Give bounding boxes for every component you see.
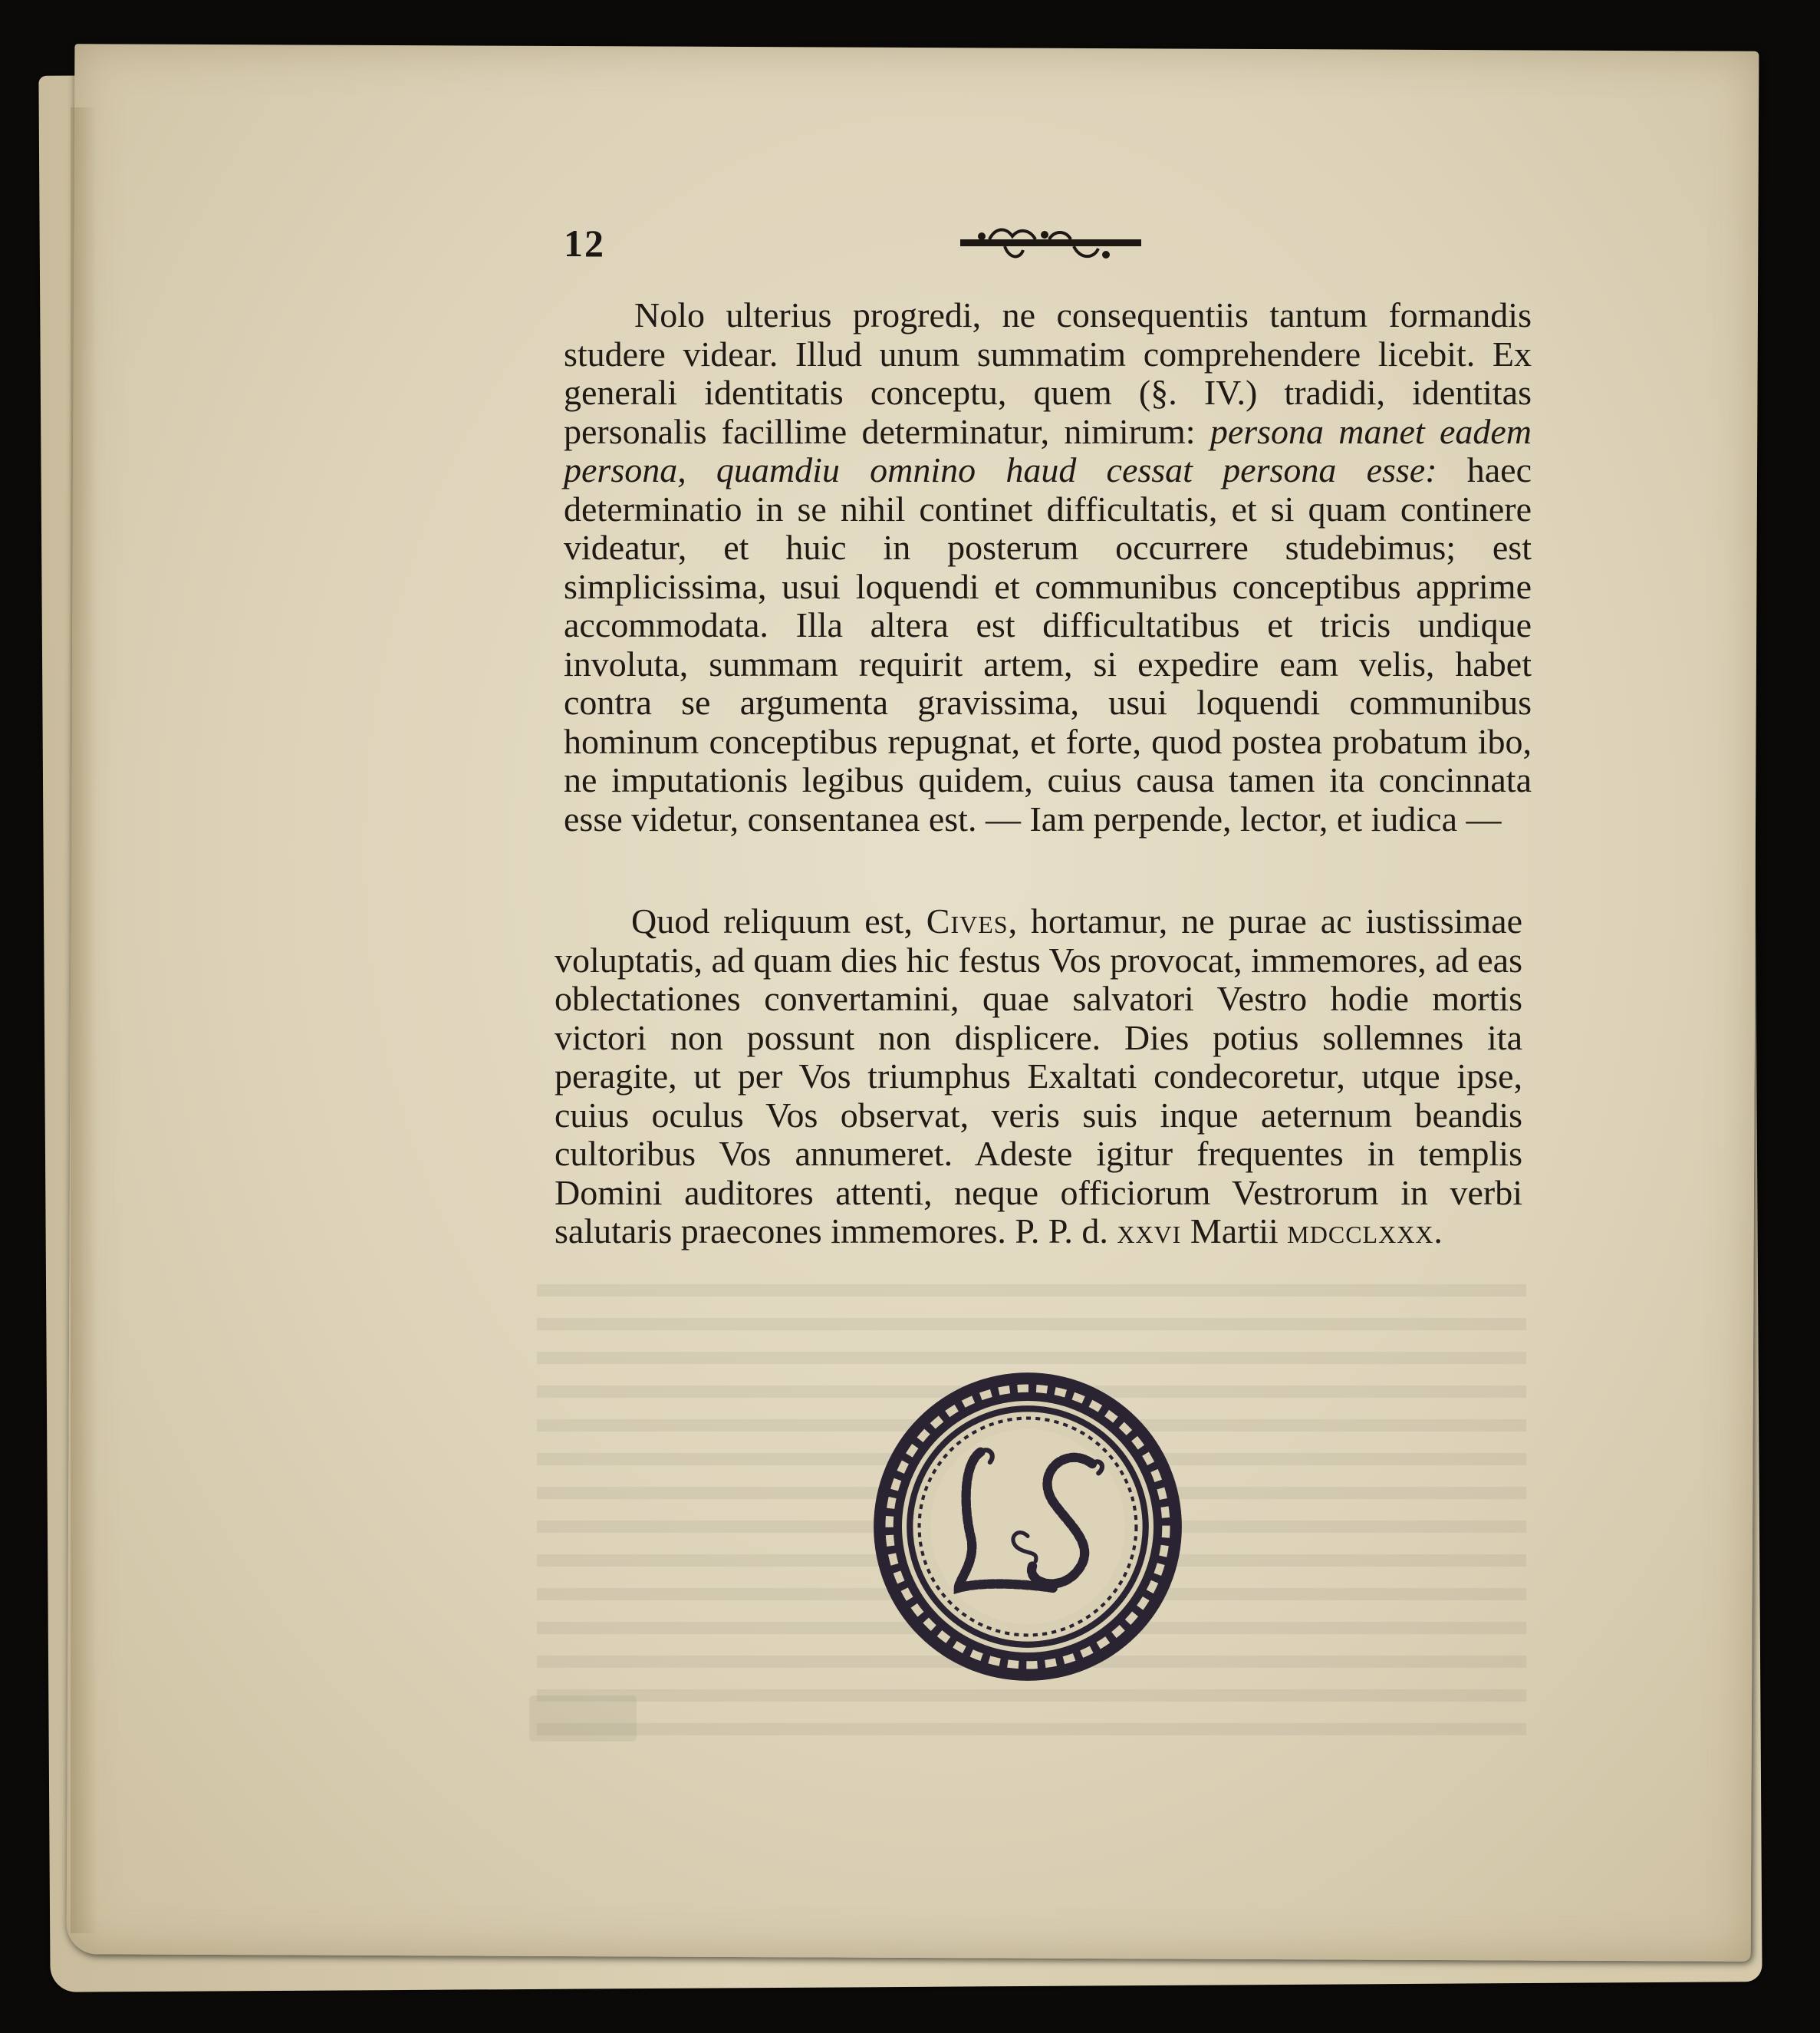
paragraph-1-italic-definition: persona manet eadem persona, quamdiu omnino haud cessat persona esse:: [564, 411, 1532, 489]
paragraph-2-middle: , hortamur, ne purae ac iustissimae voluptatis, ad quam dies hic festus Vos provocat, immemores, ad eas oblectationes convertamini, quae salvatori Vestro hodie mortis victori non possunt non displicere. Dies potius sollemnes ita peragite, ut per Vos triumphus Exaltati condecoretur, utque ipse, cuius oculus Vos observat, veris suis inque aeternum beandis cultoribus Vos annumeret. Adeste igitur frequentes in templis Domini auditores attenti, neque officiorum Vestrorum in verbi salutaris praecones immemores. P. P. d.: [555, 901, 1522, 1250]
page-number: 12: [564, 222, 605, 265]
monogram-seal-icon: [871, 1369, 1185, 1684]
show-through-catchword: [529, 1695, 637, 1741]
date-month: Martii: [1181, 1211, 1288, 1250]
date-day: xxvi: [1117, 1211, 1182, 1250]
paragraph-2-end: .: [1433, 1211, 1443, 1250]
paragraph-1-rest: haec determinatio in se nihil continet difficultatis, et si quam continere videatur, et huic in posterum occurrere studebimus; est simplicissima, usui loquendi et communibus conceptibus apprime accommodata. Illa altera est difficultatibus et tricis undique involuta, summam requirit artem, si expedire eam velis, habet contra se argumenta gravissima, usui loquendi communibus hominum conceptibus repugnat, et forte, quod postea probatum ibo, ne imputationis legibus quidem, cuius causa tamen ita concinnata esse videtur, consentanea est. — Iam perpende, lector, et iudica —: [564, 450, 1532, 839]
page-fold-shadow: [71, 107, 97, 1933]
headpiece-ornament-icon: [959, 222, 1143, 265]
paragraph-2-intro: Quod reliquum est,: [631, 901, 926, 941]
cives-address: Cives: [926, 901, 1009, 941]
paragraph-1-intro: Nolo ulterius progredi, ne consequentiis tantum formandis studere videar. Illud unum summatim comprehendere licebit. Ex generali identitatis conceptu, quem (§. IV.) tradidi, identitas personalis facillime determinatur, nimirum:: [564, 295, 1532, 451]
date-year: mdcclxxx: [1287, 1211, 1434, 1250]
paragraph-exhortation: [555, 902, 1522, 1251]
paragraph-personal-identity: [564, 296, 1532, 839]
